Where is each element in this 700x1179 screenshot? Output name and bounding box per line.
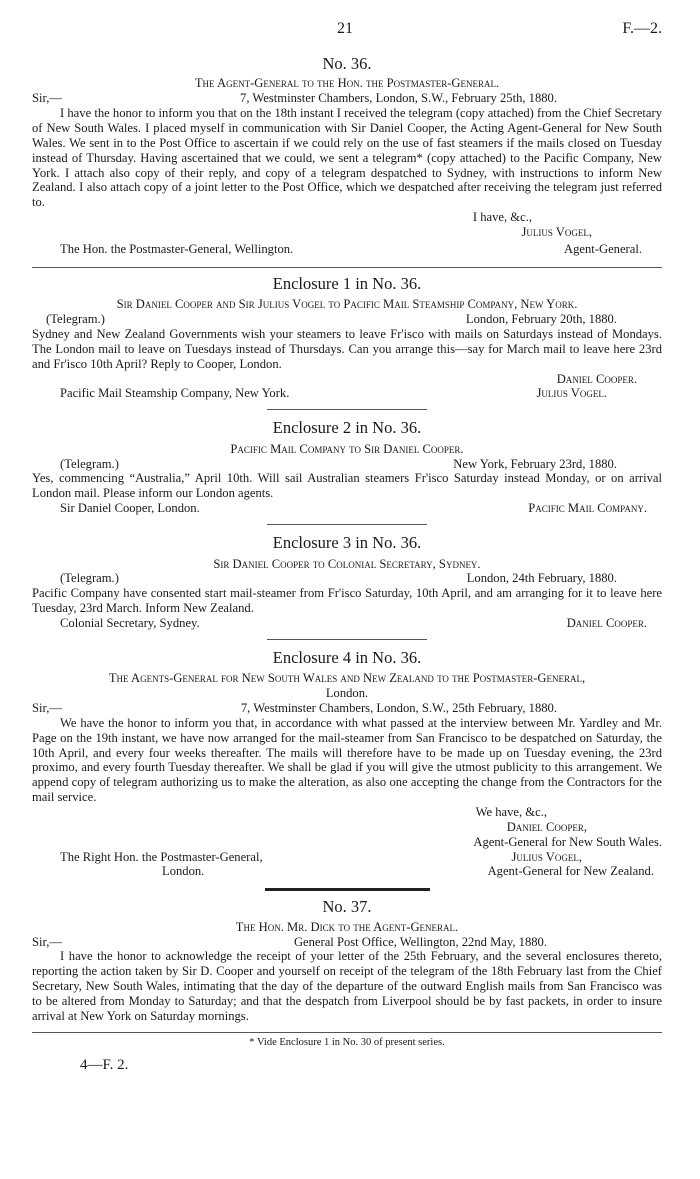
letter-title: No. 37. (322, 897, 372, 917)
letter-from-to: The Agent-General to the Hon. the Postmaster-General. (194, 76, 500, 91)
telegram-heading-row (32, 312, 662, 327)
telegram-label: (Telegram.) (60, 456, 119, 471)
enclosure-title: Enclosure 1 in No. 36. (272, 273, 422, 293)
letter-no36 (32, 54, 662, 257)
section-rule (267, 409, 427, 410)
page-footer: 4—F. 2. (80, 1057, 129, 1074)
enclosure-title: Enclosure 4 in No. 36. (272, 647, 422, 667)
enclosure-3 (32, 533, 662, 631)
footnote-rule (32, 1032, 662, 1033)
place-date: New York, February 23rd, 1880. (453, 456, 617, 471)
enclosure-title: Enclosure 3 in No. 36. (272, 533, 422, 553)
enclosure-from-to: Sir Daniel Cooper to Colonial Secretary, Sydney. (213, 556, 481, 571)
letter-heading-row (32, 935, 662, 950)
signer-name: Julius Vogel. (536, 386, 607, 401)
enclosure-title: Enclosure 2 in No. 36. (272, 418, 422, 438)
signer-title: Agent-General for New South Wales. (473, 834, 662, 849)
salutation: Sir,— (32, 700, 62, 715)
document-reference: F.—2. (622, 20, 662, 37)
enclosure-1 (32, 274, 662, 401)
telegram-heading-row (32, 457, 662, 472)
addressee: Colonial Secretary, Sydney. (60, 615, 200, 630)
place-date: London, February 20th, 1880. (465, 312, 617, 327)
telegram-body: Yes, commencing “Australia,” April 10th. Will sail Australian steamers Fr'isco Saturday instead Monday, or on arrival London mail. Please inform our London agents. (32, 471, 662, 501)
enclosure-from-to: Sir Daniel Cooper and Sir Julius Vogel to Pacific Mail Steamship Company, New York. (116, 297, 578, 312)
signer-title: Agent-General for New Zealand. (487, 864, 654, 879)
telegram-body: Sydney and New Zealand Governments wish your steamers to leave Fr'isco with mails on Saturdays instead of Mondays. The London mail to leave on Tuesdays instead of Thursdays. Can you arrange this—say for March mail to leave here 23rd and Fr'isco 10th April? Reply to Cooper, London. (32, 326, 662, 371)
addressee: The Hon. the Postmaster-General, Wellington. (60, 241, 294, 256)
letter-body: I have the honor to inform you that on the 18th instant I received the telegram (copy attached) from the Chief Secretary of New South Wales. I placed myself in communication with Sir Daniel Cooper, the Acting Agent-General for New South Wales. We sent in to the Post Office to ascertain if we could rely on the use of fast steamers if the mails closed on Tuesday instead of Thursday. Having ascertained that we could, we sent a telegram* (copy attached) to the Pacific Company, New York. I attach also copy of their reply, and copy of a telegram despatched to Sydney, with instructions to inform New Zealand. I also attach copy of a joint letter to the Post Office, which we despatched after receiving the telegram just referred to. (32, 106, 662, 210)
enclosure-2 (32, 418, 662, 516)
letter-heading-row (32, 91, 662, 106)
addressee: Pacific Mail Steamship Company, New York. (60, 386, 290, 401)
addressee-row (32, 850, 662, 865)
page-number: 21 (337, 20, 353, 37)
letter-address: General Post Office, Wellington, 22nd May, 1880. (293, 934, 547, 949)
signer-name: Daniel Cooper. (566, 615, 647, 630)
addressee-row (32, 242, 662, 257)
signer-name: Daniel Cooper. (556, 371, 637, 386)
salutation: Sir,— (32, 91, 62, 106)
letter-from-to: The Hon. Mr. Dick to the Agent-General. (235, 919, 459, 934)
addressee: The Right Hon. the Postmaster-General, (60, 849, 263, 864)
telegram-label: (Telegram.) (46, 312, 105, 327)
salutation: Sir,— (32, 934, 62, 949)
section-rule (267, 639, 427, 640)
section-rule (267, 524, 427, 525)
addressee-row-2 (32, 864, 662, 879)
signer-title: Agent-General. (564, 241, 642, 256)
telegram-body: Pacific Company have consented start mail-steamer from Fr'isco Saturday, 10th April, and am arranging for it to leave here Tuesday, 23rd March. Inform New Zealand. (32, 586, 662, 616)
telegram-heading-row (32, 571, 662, 586)
addressee-row (32, 501, 662, 516)
enclosure-from-to: The Agents-General for New South Wales and New Zealand to the Postmaster-General, (108, 671, 586, 686)
enclosure-from-to-cont: London. (325, 686, 369, 701)
addressee-cont: London. (162, 864, 205, 879)
place-date: London, 24th February, 1880. (466, 571, 617, 586)
enclosure-4 (32, 648, 662, 880)
footnote: * Vide Enclosure 1 in No. 30 of present series. (249, 1036, 445, 1048)
addressee-row (32, 616, 662, 631)
page-header (32, 20, 662, 46)
signer-name: Pacific Mail Company. (528, 501, 647, 516)
signer-name: Daniel Cooper, (506, 819, 587, 834)
letter-title: No. 36. (322, 54, 372, 73)
enclosure-from-to: Pacific Mail Company to Sir Daniel Cooper. (230, 441, 464, 456)
signer-name: Julius Vogel, (511, 849, 582, 864)
letter-body: I have the honor to acknowledge the receipt of your letter of the 25th February, and the several enclosures thereto, reporting the action taken by Sir D. Cooper and yourself on receipt of the telegram of the 18th February last from the Chief Secretary, New South Wales, intimating that the day of the departure of the outward English mails from San Francisco was to be altered from Monday to Saturday; and that the despatch from Liverpool should be by fast packets, in order to insure arrival at New York on Saturday mornings. (32, 949, 662, 1023)
letter-address: 7, Westminster Chambers, London, S.W., 25th February, 1880. (240, 700, 557, 715)
letter-body: We have the honor to inform you that, in accordance with what passed at the interview between Mr. Yardley and Mr. Page on the 19th instant, we have now arranged for the mail-steamer from San Francisco to be despatched on Saturday, the 10th April, and every four weeks thereafter. The mails will therefore have to be made up on Tuesday evening, the 23rd proximo, and every fourth Tuesday thereafter. We shall be glad if you will give the utmost publicity to this arrangement. We append copy of telegram authorizing us to make the alteration, as also one accepting the change from the Contractors for the mail service. (32, 715, 662, 805)
addressee: Sir Daniel Cooper, London. (60, 501, 200, 516)
letter-no37 (32, 897, 662, 1023)
letter-heading-row (32, 701, 662, 716)
signer-name: Julius Vogel, (521, 225, 592, 240)
letter-address: 7, Westminster Chambers, London, S.W., February 25th, 1880. (240, 91, 557, 106)
letter-closing: I have, &c., (472, 210, 532, 225)
section-rule-thick (265, 888, 430, 891)
section-rule (32, 267, 662, 268)
telegram-label: (Telegram.) (60, 571, 119, 586)
addressee-row (32, 386, 662, 401)
letter-closing: We have, &c., (475, 805, 547, 819)
